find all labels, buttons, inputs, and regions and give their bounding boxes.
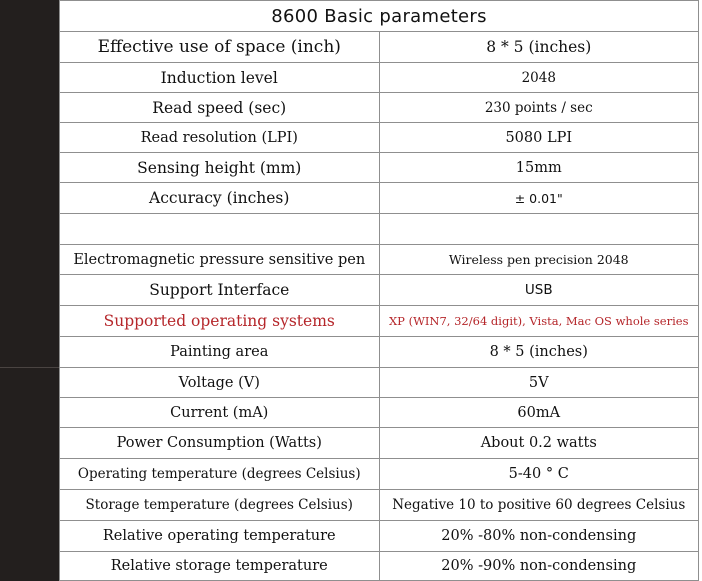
row-label: Supported operating systems <box>60 306 380 337</box>
table-row <box>60 275 699 306</box>
row-label: Storage temperature (degrees Celsius) <box>60 490 380 521</box>
row-value: 2048 <box>379 63 699 93</box>
table-row <box>60 552 699 581</box>
row-value: 8 * 5 (inches) <box>379 32 699 63</box>
parameters-table <box>59 0 699 581</box>
table-row-highlight <box>60 306 699 337</box>
row-label: Accuracy (inches) <box>60 183 380 214</box>
row-label <box>60 214 380 245</box>
row-label: Sensing height (mm) <box>60 153 380 183</box>
table-row-empty <box>60 214 699 245</box>
row-value <box>379 214 699 245</box>
row-value: USB <box>379 275 699 306</box>
row-value: About 0.2 watts <box>379 428 699 459</box>
row-label: Painting area <box>60 337 380 368</box>
table-row <box>60 368 699 398</box>
table-row <box>60 153 699 183</box>
row-value: XP (WIN7, 32/64 digit), Vista, Mac OS whole series <box>379 306 699 337</box>
table-row <box>60 490 699 521</box>
table-row <box>60 93 699 123</box>
row-value: Negative 10 to positive 60 degrees Celsius <box>379 490 699 521</box>
row-value: 5V <box>379 368 699 398</box>
table-row <box>60 32 699 63</box>
row-value: 60mA <box>379 398 699 428</box>
row-label: Voltage (V) <box>60 368 380 398</box>
row-value: 230 points / sec <box>379 93 699 123</box>
row-label: Electromagnetic pressure sensitive pen <box>60 245 380 275</box>
row-label: Induction level <box>60 63 380 93</box>
row-label: Relative operating temperature <box>60 521 380 552</box>
table-title: 8600 Basic parameters <box>60 1 699 32</box>
row-label: Read speed (sec) <box>60 93 380 123</box>
row-label: Read resolution (LPI) <box>60 123 380 153</box>
table-row <box>60 428 699 459</box>
row-value: 20% -90% non-condensing <box>379 552 699 581</box>
table-row <box>60 183 699 214</box>
title-row <box>60 1 699 32</box>
row-label: Effective use of space (inch) <box>60 32 380 63</box>
table-row <box>60 245 699 275</box>
row-value: ± 0.01" <box>379 183 699 214</box>
row-value: 5-40 ° C <box>379 459 699 490</box>
table-row <box>60 337 699 368</box>
table-row <box>60 521 699 552</box>
table-row <box>60 123 699 153</box>
row-value: 8 * 5 (inches) <box>379 337 699 368</box>
sidebar-divider <box>0 367 59 368</box>
row-value: 15mm <box>379 153 699 183</box>
row-value: 5080 LPI <box>379 123 699 153</box>
row-value: Wireless pen precision 2048 <box>379 245 699 275</box>
row-label: Support Interface <box>60 275 380 306</box>
table-row <box>60 459 699 490</box>
row-label: Relative storage temperature <box>60 552 380 581</box>
row-label: Current (mA) <box>60 398 380 428</box>
row-label: Power Consumption (Watts) <box>60 428 380 459</box>
row-value: 20% -80% non-condensing <box>379 521 699 552</box>
left-sidebar-bar <box>0 0 59 581</box>
table-row <box>60 63 699 93</box>
row-label: Operating temperature (degrees Celsius) <box>60 459 380 490</box>
table-row <box>60 398 699 428</box>
